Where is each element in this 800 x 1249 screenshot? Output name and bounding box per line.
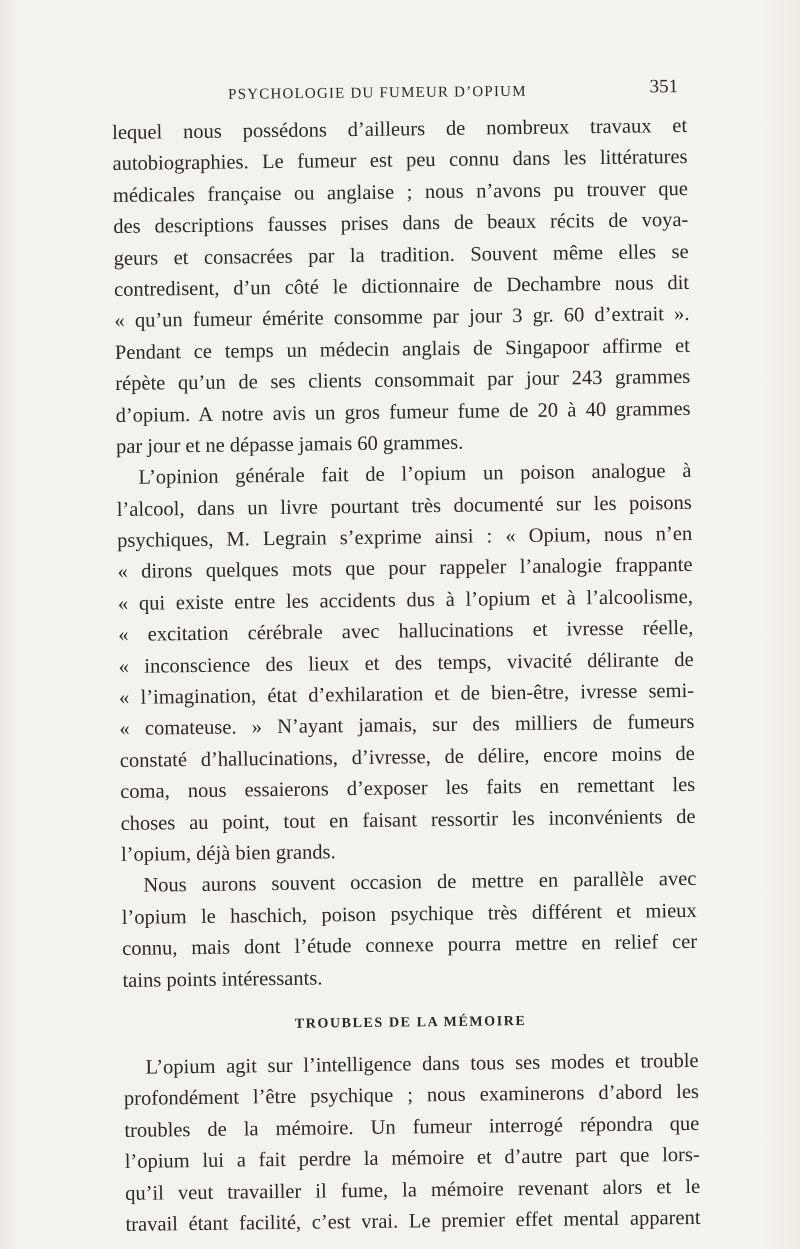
- body-text: [112, 111, 701, 1241]
- text-line: par jour et ne dépasse jamais 60 grammes.: [115, 431, 464, 458]
- text-line: l’opium, déjà bien grands.: [120, 841, 336, 866]
- text-line: qu’il veut travailler il fume, la mémoire revenant alors et le: [125, 1175, 701, 1205]
- text-line: des descriptions fausses prises dans de beaux récits de voya-: [113, 209, 689, 239]
- paragraph-4: [123, 1046, 700, 1241]
- text-line: autobiographies. Le fumeur est peu connu dans les littératures: [112, 146, 688, 176]
- text-line: Pendant ce temps un médecin anglais de Singapoor affirme et: [114, 334, 690, 364]
- text-line: l’alcool, dans un livre pourtant très documenté sur les poisons: [116, 491, 692, 521]
- paragraph-2: [116, 456, 696, 871]
- text-line: « dirons quelques mots que pour rappeler l’analogie frappante: [117, 554, 693, 584]
- text-line: tains points intéressants.: [122, 967, 323, 992]
- text-line: L’opium agit sur l’intelligence dans tous ses modes et trouble: [145, 1049, 699, 1079]
- running-header: [118, 76, 678, 108]
- paragraph-3: [121, 864, 697, 997]
- text-line: l’opium le haschich, poison psychique très différent et mieux: [121, 899, 697, 929]
- text-line: répète qu’un de ses clients consommait par jour 243 grammes: [115, 366, 691, 396]
- page-number: 351: [649, 76, 679, 98]
- text-line: médicales française ou anglaise ; nous n’avons pu trouver que: [112, 177, 689, 207]
- text-line: « comateuse. » N’ayant jamais, sur des milliers de fumeurs: [119, 711, 695, 741]
- text-line: « inconscience des lieux et des temps, vivacité délirante de: [118, 648, 694, 678]
- text-line: Nous aurons souvent occasion de mettre en parallèle avec: [143, 868, 697, 898]
- text-line: d’opium. A notre avis un gros fumeur fume de 20 à 40 grammes: [115, 397, 691, 427]
- text-line: « qu’un fumeur émérite consomme par jour 3 gr. 60 d’extrait ».: [114, 303, 690, 333]
- text-line: lequel nous possédons d’ailleurs de nombreux travaux et: [112, 114, 688, 144]
- text-line: contredisent, d’un côté le dictionnaire de Dechambre nous dit: [113, 271, 690, 301]
- text-line: profondément l’être psychique ; nous examinerons d’abord les: [123, 1081, 700, 1111]
- text-line: psychiques, M. Legrain s’exprime ainsi : « Opium, nous n’en: [117, 523, 693, 553]
- text-line: L’opinion générale fait de l’opium un poison analogue à: [138, 460, 692, 490]
- text-line: travail étant facilité, c’est vrai. Le premier effet mental apparent: [125, 1206, 701, 1236]
- text-line: l’opium lui a fait perdre la mémoire et d’autre part que lors-: [124, 1144, 700, 1174]
- text-line: choses au point, tout en faisant ressortir les inconvénients de: [120, 805, 696, 835]
- text-line: « qui existe entre les accidents dus à l’opium et à l’alcoolisme,: [117, 585, 694, 615]
- text-line: constaté d’hallucinations, d’ivresse, de délire, encore moins de: [119, 742, 695, 772]
- text-line: « excitation cérébrale avec hallucinations et ivresse réelle,: [118, 617, 694, 647]
- running-title: PSYCHOLOGIE DU FUMEUR D’OPIUM: [228, 83, 527, 103]
- text-line: connu, mais dont l’étude connexe pourra mettre en relief cer: [122, 931, 698, 961]
- text-line: troubles de la mémoire. Un fumeur interrogé répondra que: [124, 1112, 700, 1142]
- paragraph-1: [112, 111, 691, 463]
- text-line: geurs et consacrées par la tradition. Souvent même elles se: [113, 240, 689, 270]
- section-heading: TROUBLES DE LA MÉMOIRE: [294, 1013, 527, 1032]
- text-line: « l’imagination, état d’exhilaration et de bien-être, ivresse semi-: [118, 679, 695, 709]
- text-line: coma, nous essaierons d’exposer les faits en remettant les: [120, 774, 696, 804]
